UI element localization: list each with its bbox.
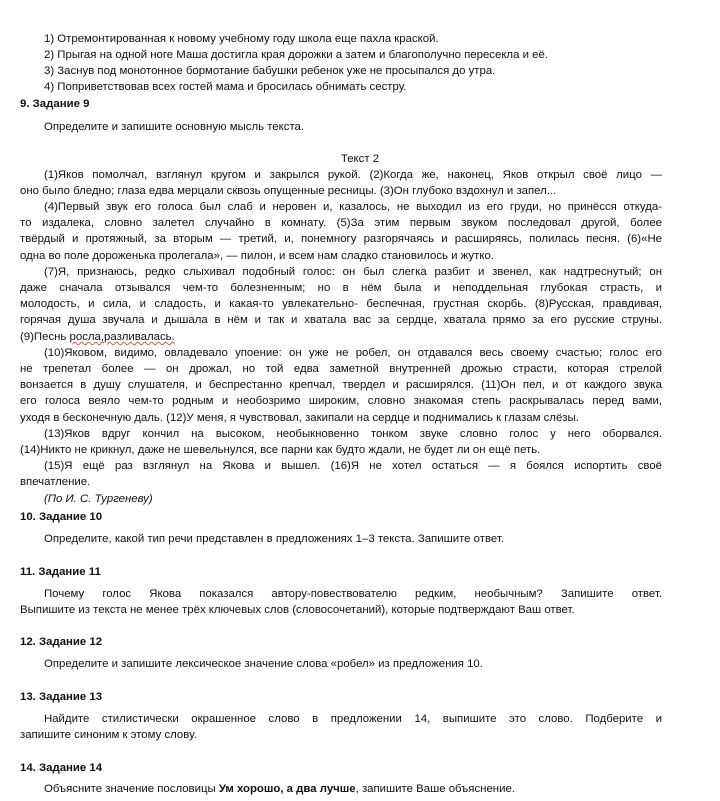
spellcheck-underlined-text: росла,разливалась. [69,331,175,343]
task12-prompt: Определите и запишите лексическое значение слова «робел» из предложения 10. [44,658,483,670]
task9-prompt: Определите и запишите основную мысль текста. [44,121,305,133]
text2-line [20,329,175,345]
task13-prompt-line1: Найдите стилистически окрашенное слово в предложении 14, выпишите это слово. Подберите и [44,713,662,725]
task11-heading: 11. Задание 11 [20,566,101,578]
text2-line: то издалека, словно залетел случайно в комнату. (5)За этим первым звуком последовал другой, более [20,217,662,229]
text2-line: одна во поле дороженька пролегала», — пилон, и всем нам сладко становилось и жутко. [20,250,494,262]
text2-line: даже сначала отзывался чем-то болезненным; но в нём была и неподдельная глубокая страсть, и [20,282,662,294]
task11-prompt-line2: Выпишите из текста не менее трёх ключевых слов (словосочетаний), которые подтверждают Ваш ответ. [20,604,575,616]
text2-line: вонзается в душу слушателя, и беспрестанно крепчал, твердел и расширялся. (11)Он пел, и от каждого звука [20,379,662,391]
task10-heading: 10. Задание 10 [20,511,103,523]
task13-heading: 13. Задание 13 [20,691,103,703]
task10-prompt: Определите, какой тип речи представлен в предложениях 1–3 текста. Запишите ответ. [44,533,504,545]
task13-prompt-line2: запишите синоним к этому слову. [20,729,197,741]
text2-line: не трепетал более — он дрожал, но той едва заметной внутренней дрожью страсти, которая стрелой [20,363,662,375]
text2-line: уходя в бесконечную даль. (12)У меня, я чувствовал, закипали на сердце и поднимались к глазам слёзы. [20,412,579,424]
task9-heading: 9. Задание 9 [20,98,90,110]
task14-heading: 14. Задание 14 [20,762,103,774]
text2-line: (4)Первый звук его голоса был слаб и неровен и, казалось, не выходил из его груди, но принёсся откуда- [44,201,662,213]
text2-line: оно было бледно; глаза едва мерцали сквозь опущенные ресницы. (3)Он глубоко вздохнул и запел... [20,185,557,197]
task14-prompt-prefix: Объясните значение пословицы [44,783,219,795]
option-2: 2) Прыгая на одной ноге Маша достигла края дорожки а затем и благополучно пересекла и её. [44,49,548,61]
task11-prompt-line1: Почему голос Якова показался автору-повествователю редким, необычным? Запишите ответ. [44,588,662,600]
text2-line: его голоса веяло чем-то родным и необозримо широким, словно знакомая степь раскрывалась перед вами, [20,395,662,407]
option-4: 4) Поприветствовав всех гостей мама и бросилась обнимать сестру. [44,81,407,93]
text2-line: (1)Яков помолчал, взглянул кругом и закрылся рукой. (2)Когда же, наконец, Яков открыл своё лицо — [44,169,662,181]
text2-line: молодость, и сила, и сладость, и какая-то увлекательно- беспечная, грустная скорбь. (8)Русская, правдивая, [20,298,662,310]
sentence-9-start: (9)Песнь [20,331,67,343]
text2-author: (По И. С. Тургеневу) [44,493,153,505]
text2-line: (10)Яковом, видимо, овладевало упоение: он уже не робел, он отдавался весь своему счастью; голос его [44,347,662,359]
option-1: 1) Отремонтированная к новому учебному году школа еще пахла краской. [44,33,439,45]
task14-prompt [44,781,515,797]
text2-line: твёрдый и протяжный, за вторым — третий, и, понемногу разгорячаясь и расширяясь, полилась песня. (6)«Не [20,233,662,245]
text2-line: впечатление. [20,476,91,488]
text2-line: (13)Яков вдруг кончил на высоком, необыкновенно тонком звуке словно голос у него оборвался. [44,428,662,440]
text2-line: (7)Я, признаюсь, редко слыхивал подобный голос: он был слегка разбит и звенел, как надтреснутый; он [44,266,662,278]
task14-proverb: Ум хорошо, а два лучше [218,783,356,795]
text2-line: (14)Никто не крикнул, даже не шевельнулся, все парни как будто ждали, не будет ли он ещё петь. [20,444,541,456]
task14-prompt-suffix: , запишите Ваше объяснение. [355,783,515,795]
text2-line: горячая душа звучала и дышала в нём и так и хватала вас за сердце, хватала прямо за его русские струны. [20,314,662,326]
text2-line: (15)Я ещё раз взглянул на Якова и вышел. (16)Я не хотел остаться — я боялся испортить своё [44,460,662,472]
option-3: 3) Заснув под монотонное бормотание бабушки ребенок уже не просыпался до утра. [44,65,496,77]
text2-title: Текст 2 [340,153,380,165]
task12-heading: 12. Задание 12 [20,636,103,648]
